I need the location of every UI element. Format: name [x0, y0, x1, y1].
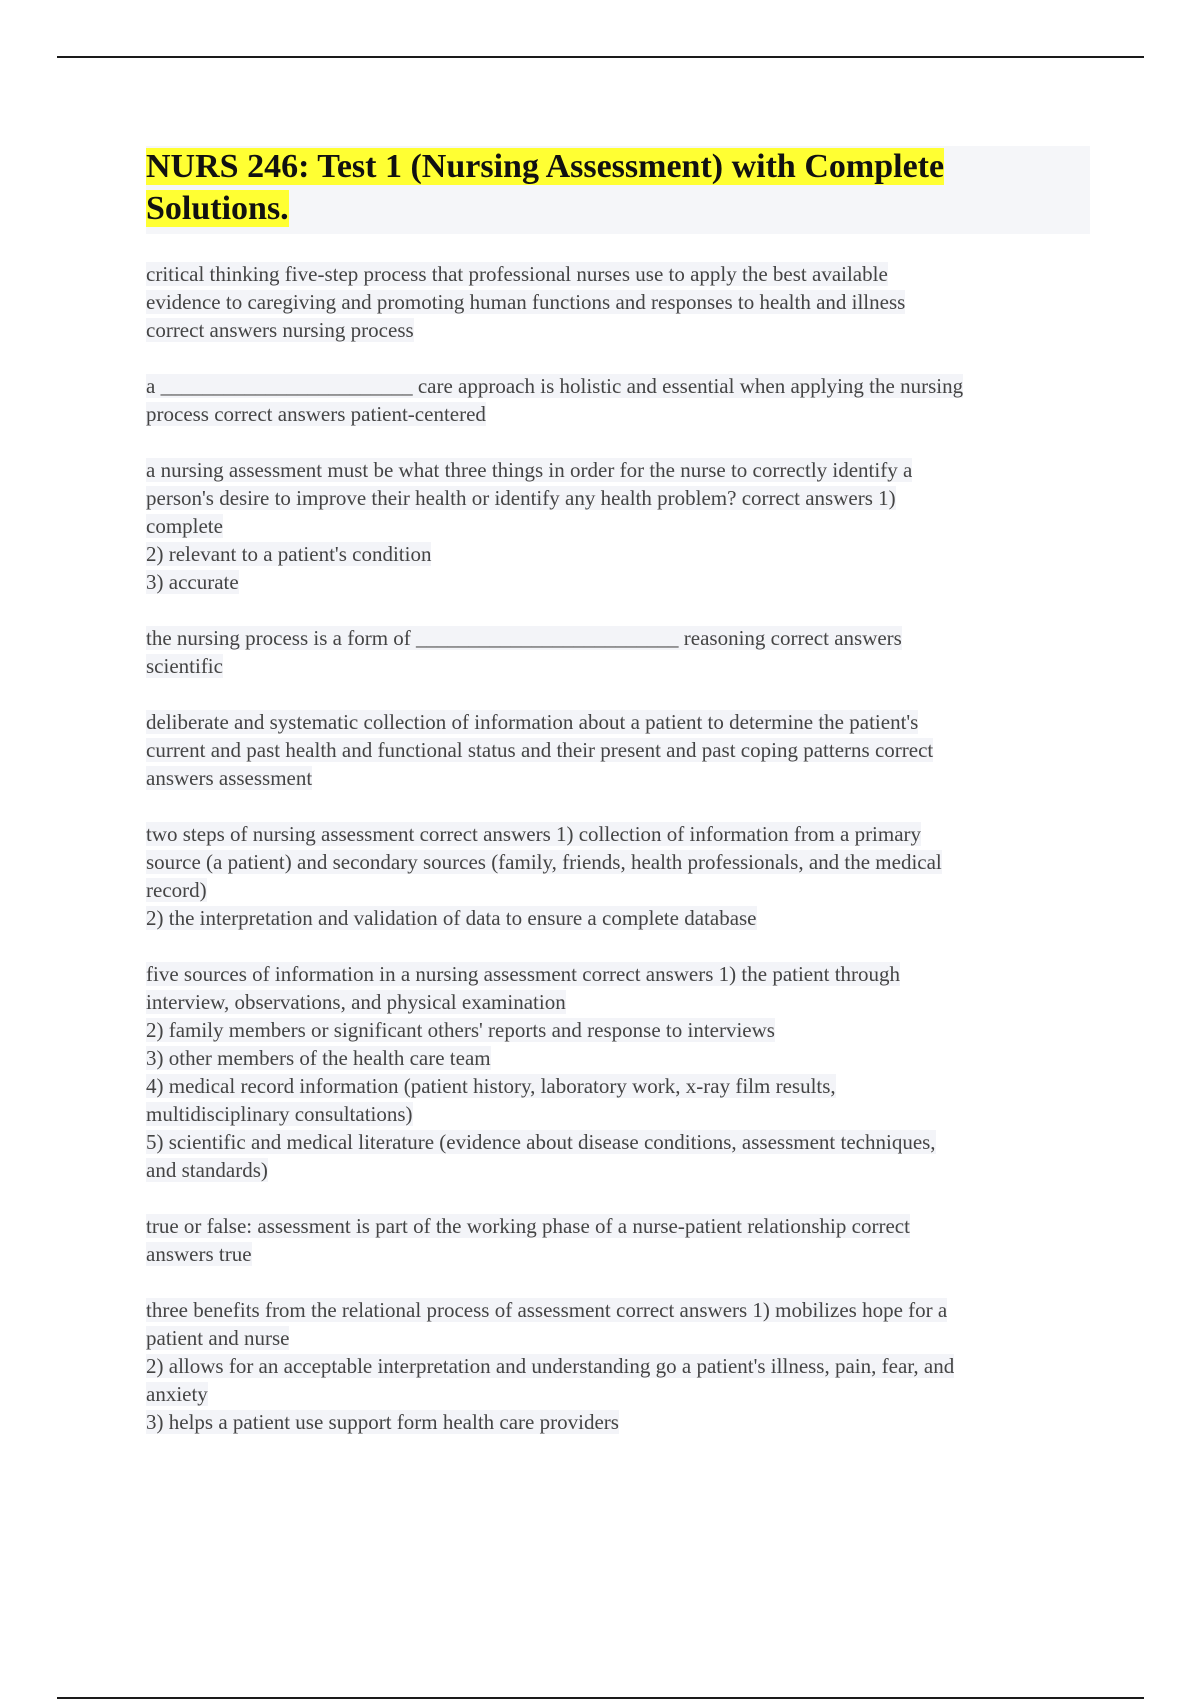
qa-line: 2) allows for an acceptable interpretation and understanding go a patient's illness, pain, fear, and — [146, 1354, 955, 1378]
qa-item — [146, 624, 1090, 680]
qa-line: scientific — [146, 654, 223, 678]
qa-line: current and past health and functional status and their present and past coping patterns correct — [146, 738, 934, 762]
fill-in-blank: ________________________ — [160, 374, 413, 398]
top-rule — [57, 56, 1144, 58]
title-block — [146, 146, 1090, 234]
bottom-rule — [57, 1697, 1144, 1699]
qa-line: 3) helps a patient use support form health care providers — [146, 1410, 619, 1434]
qa-line: three benefits from the relational process of assessment correct answers 1) mobilizes hope for a — [146, 1298, 948, 1322]
qa-line: 2) relevant to a patient's condition — [146, 542, 432, 566]
qa-line: 5) scientific and medical literature (evidence about disease conditions, assessment techniques, — [146, 1130, 936, 1154]
qa-text: care approach is holistic and essential when applying the nursing — [417, 374, 964, 398]
qa-item — [146, 260, 1090, 344]
qa-line: process correct answers patient-centered — [146, 402, 486, 426]
qa-line: record) — [146, 878, 207, 902]
qa-line: evidence to caregiving and promoting human functions and responses to health and illness — [146, 290, 906, 314]
qa-line: anxiety — [146, 1382, 208, 1406]
qa-text: the nursing process is a form of — [146, 626, 411, 650]
qa-line: answers assessment — [146, 766, 313, 790]
document-title: NURS 246: Test 1 (Nursing Assessment) with Complete Solutions. — [146, 148, 945, 227]
qa-line: deliberate and systematic collection of information about a patient to determine the patient's — [146, 710, 919, 734]
qa-item — [146, 708, 1090, 792]
qa-item — [146, 1296, 1090, 1436]
qa-item — [146, 820, 1090, 932]
qa-text: a — [146, 374, 156, 398]
qa-line: correct answers nursing process — [146, 318, 414, 342]
fill-in-blank: _________________________ — [416, 626, 679, 650]
qa-line: 3) other members of the health care team — [146, 1046, 491, 1070]
qa-line: 4) medical record information (patient history, laboratory work, x-ray film results, — [146, 1074, 836, 1098]
qa-item — [146, 372, 1090, 428]
qa-text: reasoning correct answers — [683, 626, 902, 650]
qa-line: two steps of nursing assessment correct answers 1) collection of information from a primary — [146, 822, 922, 846]
qa-line: 2) family members or significant others' reports and response to interviews — [146, 1018, 775, 1042]
qa-line: interview, observations, and physical examination — [146, 990, 566, 1014]
qa-line: person's desire to improve their health or identify any health problem? correct answers 1) — [146, 486, 896, 510]
document-body — [146, 146, 1090, 1464]
qa-line: patient and nurse — [146, 1326, 290, 1350]
qa-line: source (a patient) and secondary sources (family, friends, health professionals, and the medical — [146, 850, 942, 874]
qa-line: a nursing assessment must be what three things in order for the nurse to correctly identify a — [146, 458, 913, 482]
qa-line: complete — [146, 514, 223, 538]
qa-line: and standards) — [146, 1158, 268, 1182]
qa-item — [146, 456, 1090, 596]
qa-line: answers true — [146, 1242, 252, 1266]
qa-item — [146, 1212, 1090, 1268]
qa-line: multidisciplinary consultations) — [146, 1102, 413, 1126]
qa-line: five sources of information in a nursing assessment correct answers 1) the patient through — [146, 962, 901, 986]
qa-line: 2) the interpretation and validation of data to ensure a complete database — [146, 906, 757, 930]
qa-item — [146, 960, 1090, 1184]
qa-line: critical thinking five-step process that professional nurses use to apply the best available — [146, 262, 888, 286]
qa-line: 3) accurate — [146, 570, 239, 594]
qa-line: true or false: assessment is part of the working phase of a nurse-patient relationship correct — [146, 1214, 910, 1238]
